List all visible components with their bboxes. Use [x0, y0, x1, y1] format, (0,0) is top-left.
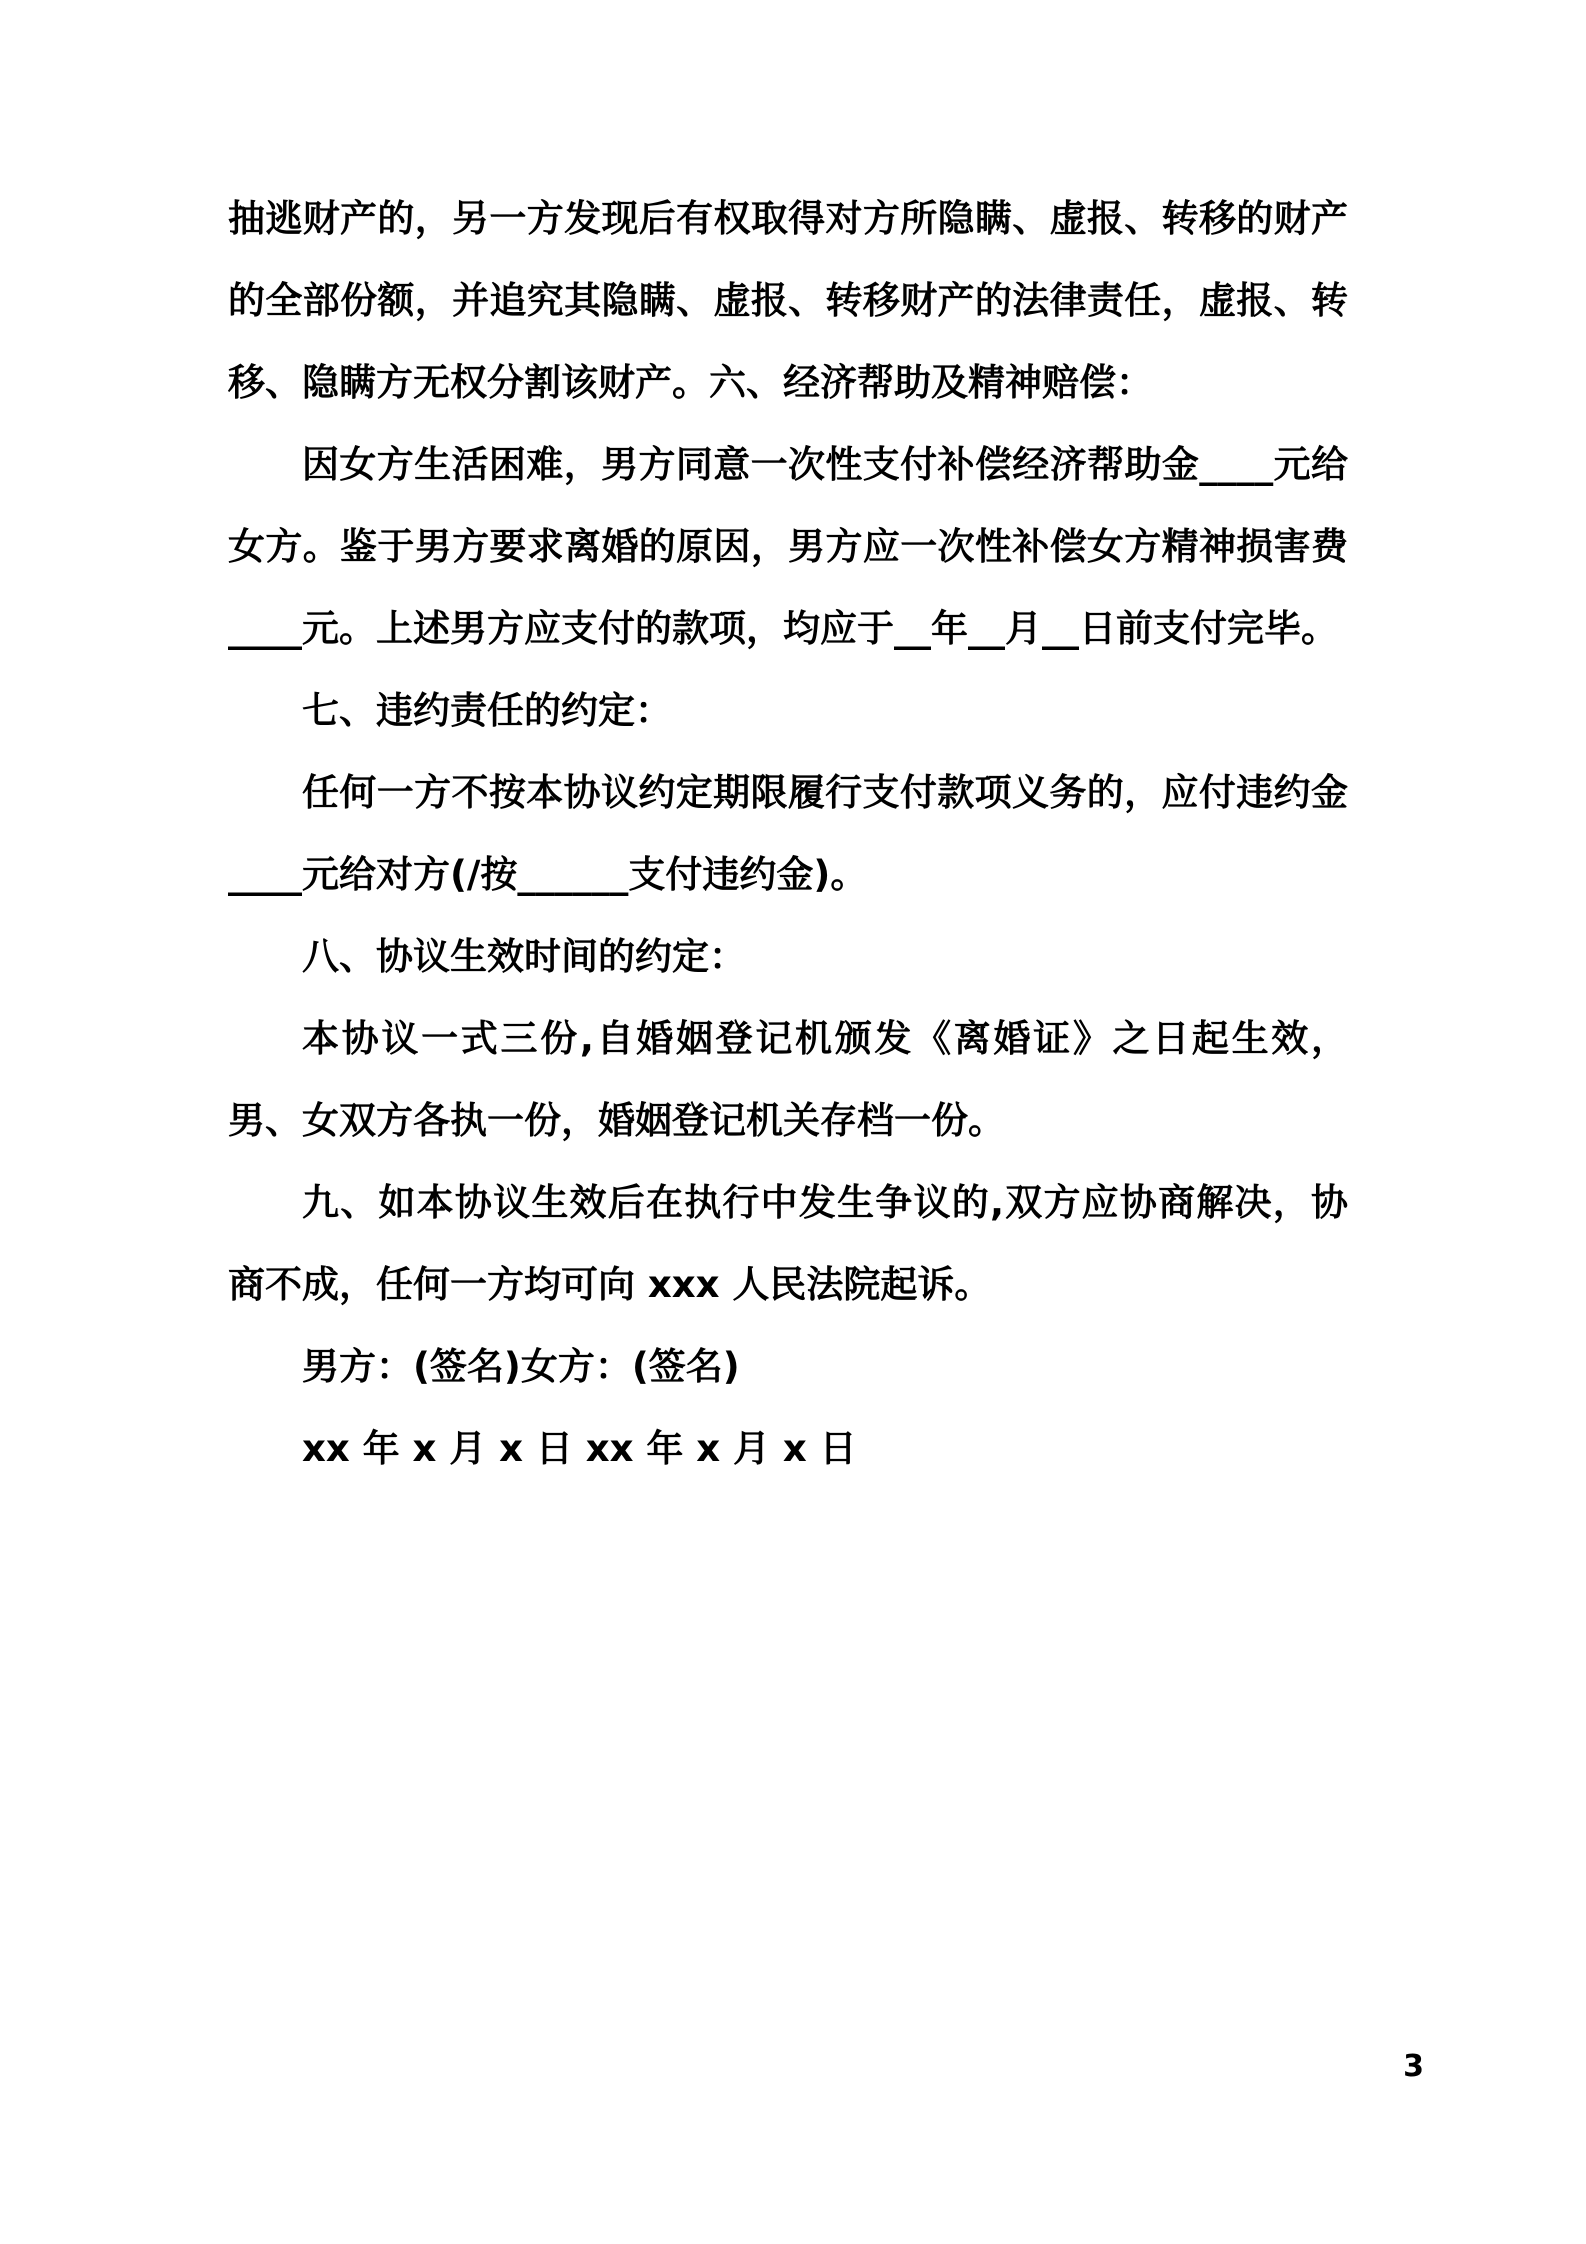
section-heading-seven: 七、违约责任的约定：	[302, 689, 672, 732]
paragraph-1: 抽逃财产的，另一方发现后有权取得对方所隐瞒、虚报、转移的财产的全部份额，并追究其隐瞒、虚报、转移财产的法律责任，虚报、转移、隐瞒方无权分割该财产。六、经济帮助及精神赔偿：	[228, 197, 1348, 404]
paragraph-6: 本协议一式三份,自婚姻登记机颁发《离婚证》之日起生效，男、女双方各执一份，婚姻登记机关存档一份。	[228, 1017, 1348, 1142]
signature-line: 男方：(签名)女方：(签名)	[302, 1345, 740, 1388]
paragraph-7: 九、如本协议生效后在执行中发生争议的,双方应协商解决，协商不成，任何一方均可向 xxx 人民法院起诉。	[228, 1181, 1348, 1306]
page-number: 3	[1403, 2049, 1424, 2084]
paragraph-2: 因女方生活困难，男方同意一次性支付补偿经济帮助金____元给女方。鉴于男方要求离婚的原因，男方应一次性补偿女方精神损害费____元。上述男方应支付的款项，均应于__年__月__日前支付完毕。	[228, 443, 1348, 650]
document-body	[228, 178, 1348, 1490]
date-line: xx 年 x 月 x 日 xx 年 x 月 x 日	[302, 1427, 857, 1470]
paragraph-4: 任何一方不按本协议约定期限履行支付款项义务的，应付违约金____元给对方(/按______支付违约金)。	[228, 771, 1348, 896]
section-heading-eight: 八、协议生效时间的约定：	[302, 935, 746, 978]
